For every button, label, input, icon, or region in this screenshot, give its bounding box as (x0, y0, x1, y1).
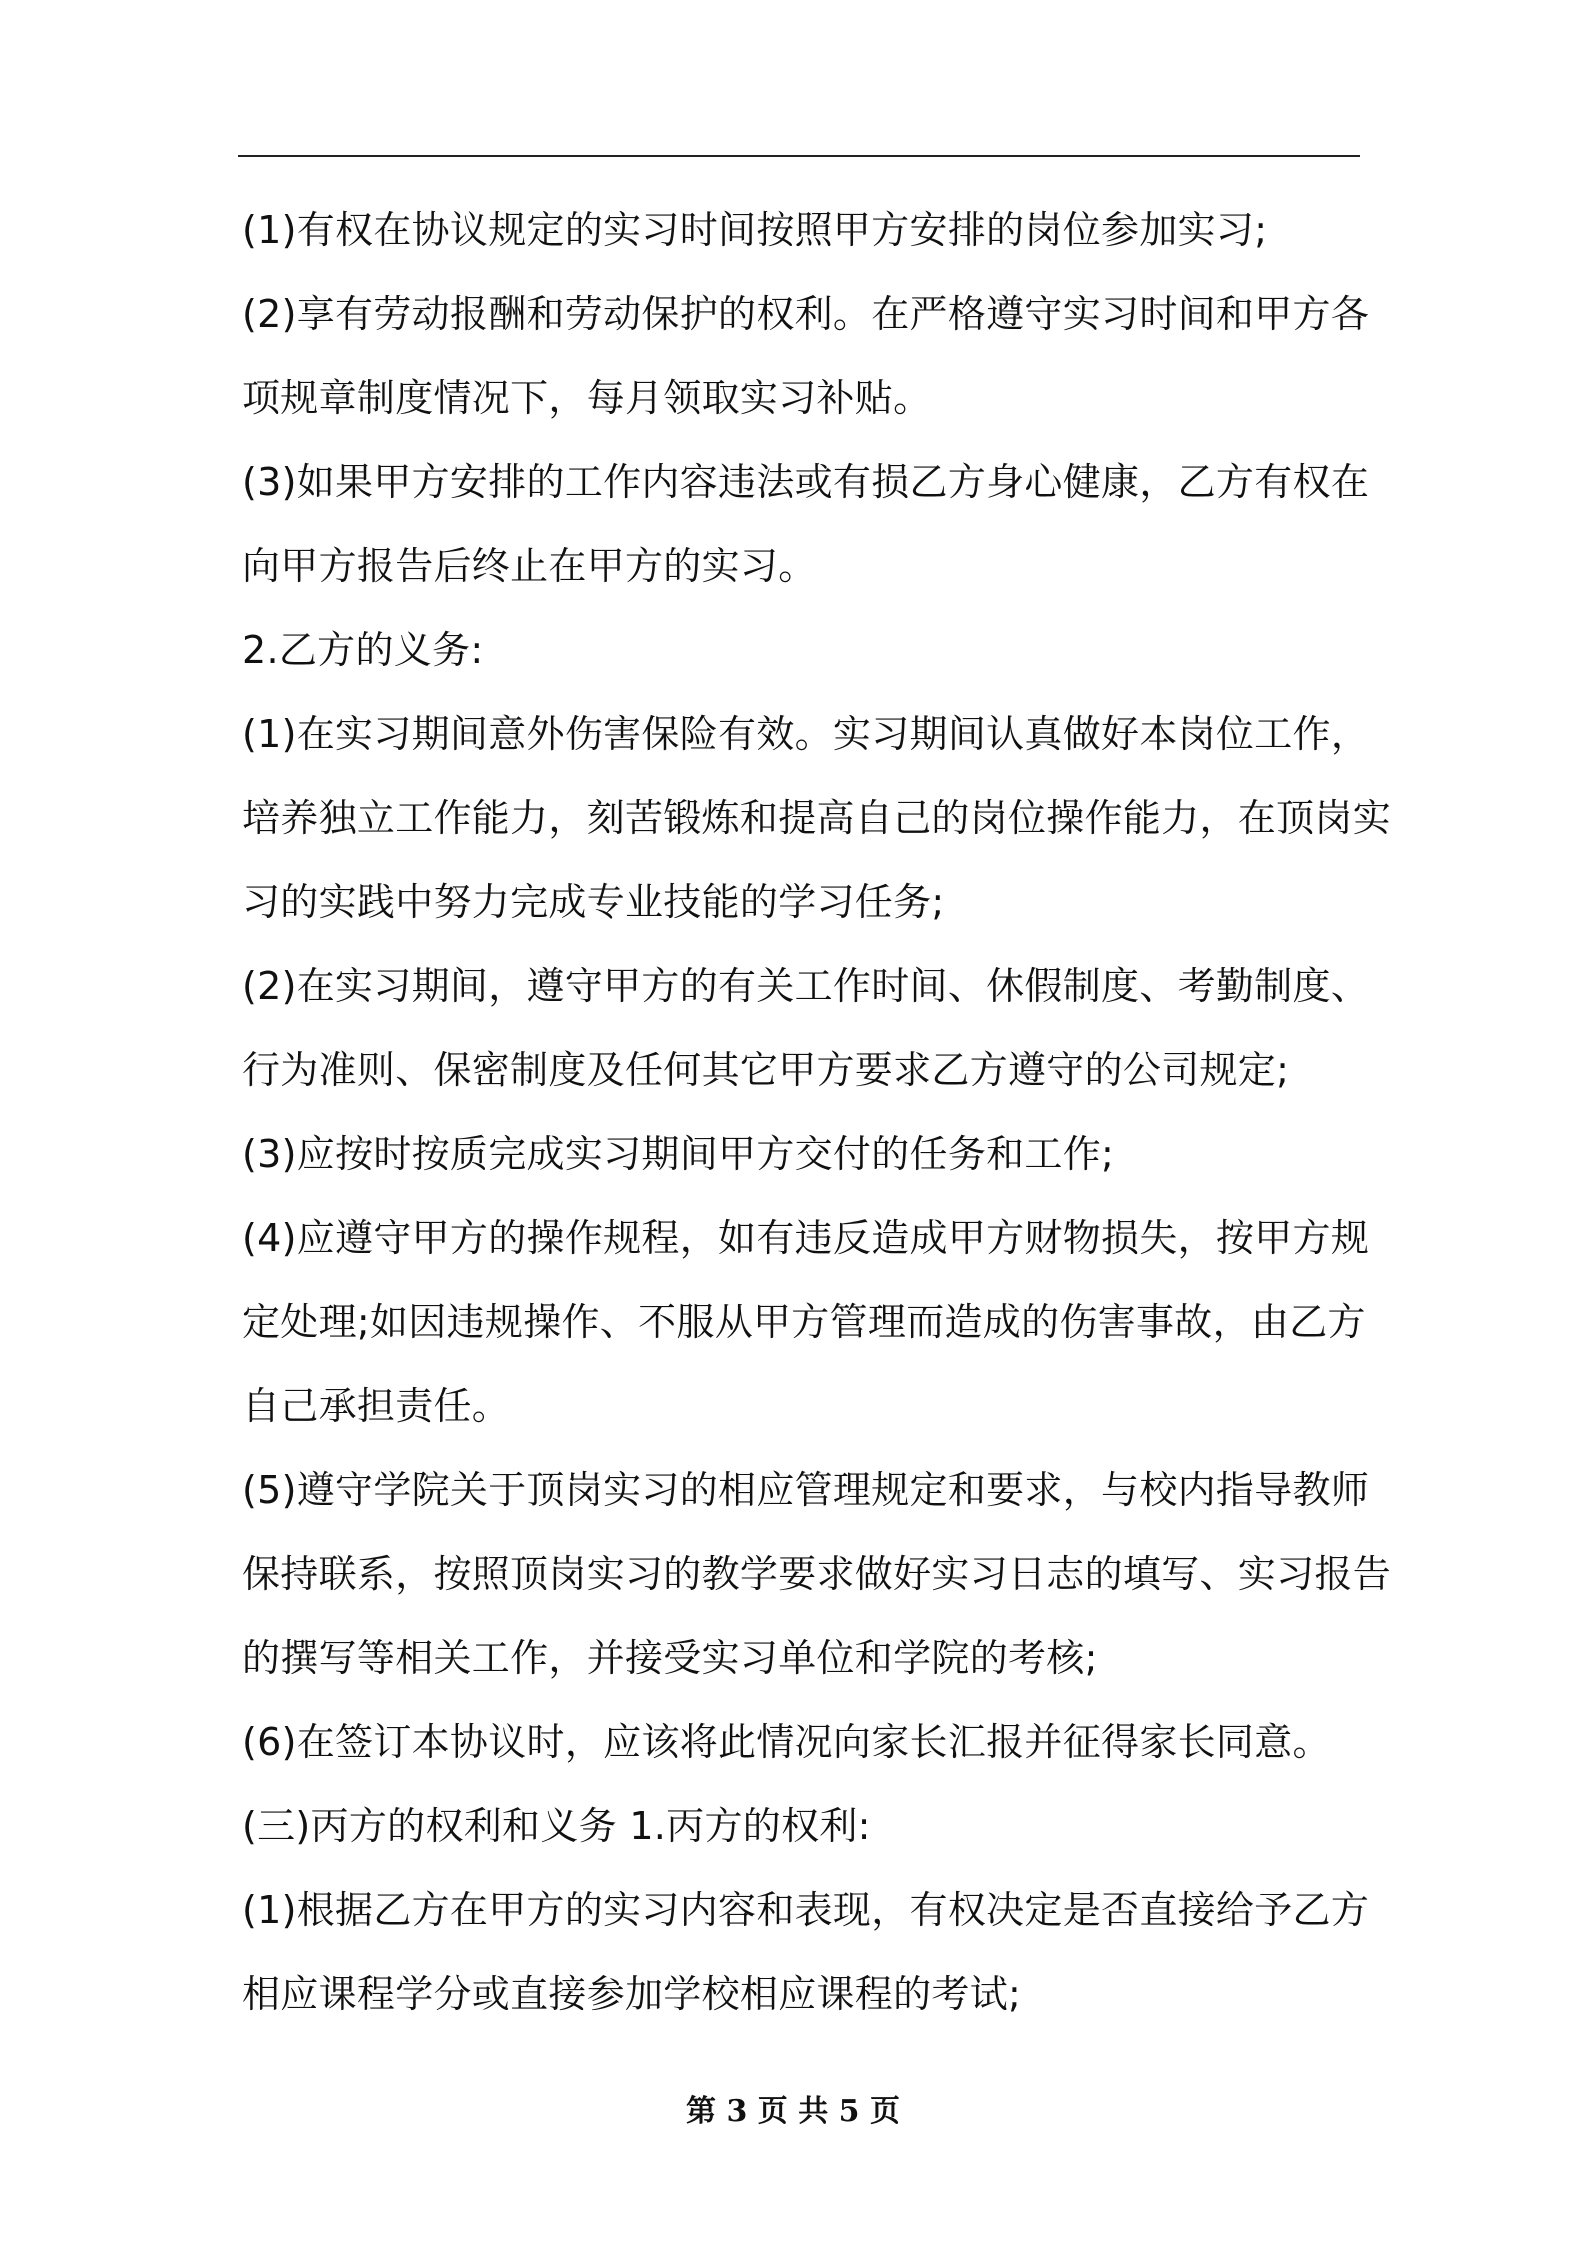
text-line: 保持联系，按照顶岗实习的教学要求做好实习日志的填写、实习报告 (242, 1552, 1392, 1596)
text-line: (4)应遵守甲方的操作规程，如有违反造成甲方财物损失，按甲方规 (242, 1216, 1370, 1260)
text-line: 项规章制度情况下，每月领取实习补贴。 (242, 376, 932, 420)
page-number-footer: 第 3 页 共 5 页 (686, 2094, 900, 2129)
document-body (242, 188, 1392, 2036)
text-line: 相应课程学分或直接参加学校相应课程的考试; (242, 1972, 1022, 2016)
header-rule (238, 155, 1360, 157)
text-line: (3)如果甲方安排的工作内容违法或有损乙方身心健康，乙方有权在 (242, 460, 1370, 504)
text-line: (3)应按时按质完成实习期间甲方交付的任务和工作; (242, 1132, 1115, 1176)
text-line: 习的实践中努力完成专业技能的学习任务; (242, 880, 945, 924)
text-line: 行为准则、保密制度及任何其它甲方要求乙方遵守的公司规定; (242, 1048, 1290, 1092)
text-line: 的撰写等相关工作，并接受实习单位和学院的考核; (242, 1636, 1098, 1680)
text-line: 自己承担责任。 (242, 1384, 511, 1428)
text-line: (2)在实习期间，遵守甲方的有关工作时间、休假制度、考勤制度、 (242, 964, 1370, 1008)
text-line: 向甲方报告后终止在甲方的实习。 (242, 544, 817, 588)
section-heading: (三)丙方的权利和义务 1.丙方的权利: (242, 1804, 871, 1848)
text-line: (6)在签订本协议时，应该将此情况向家长汇报并征得家长同意。 (242, 1720, 1331, 1764)
text-line: (2)享有劳动报酬和劳动保护的权利。在严格遵守实习时间和甲方各 (242, 292, 1370, 336)
section-heading: 2.乙方的义务: (242, 628, 484, 672)
text-line: 定处理;如因违规操作、不服从甲方管理而造成的伤害事故，由乙方 (242, 1300, 1366, 1344)
text-line: (1)有权在协议规定的实习时间按照甲方安排的岗位参加实习; (242, 208, 1268, 252)
text-line: 培养独立工作能力，刻苦锻炼和提高自己的岗位操作能力，在顶岗实 (242, 796, 1392, 840)
text-line: (1)根据乙方在甲方的实习内容和表现，有权决定是否直接给予乙方 (242, 1888, 1370, 1932)
text-line: (5)遵守学院关于顶岗实习的相应管理规定和要求，与校内指导教师 (242, 1468, 1370, 1512)
text-line: (1)在实习期间意外伤害保险有效。实习期间认真做好本岗位工作， (242, 712, 1370, 756)
